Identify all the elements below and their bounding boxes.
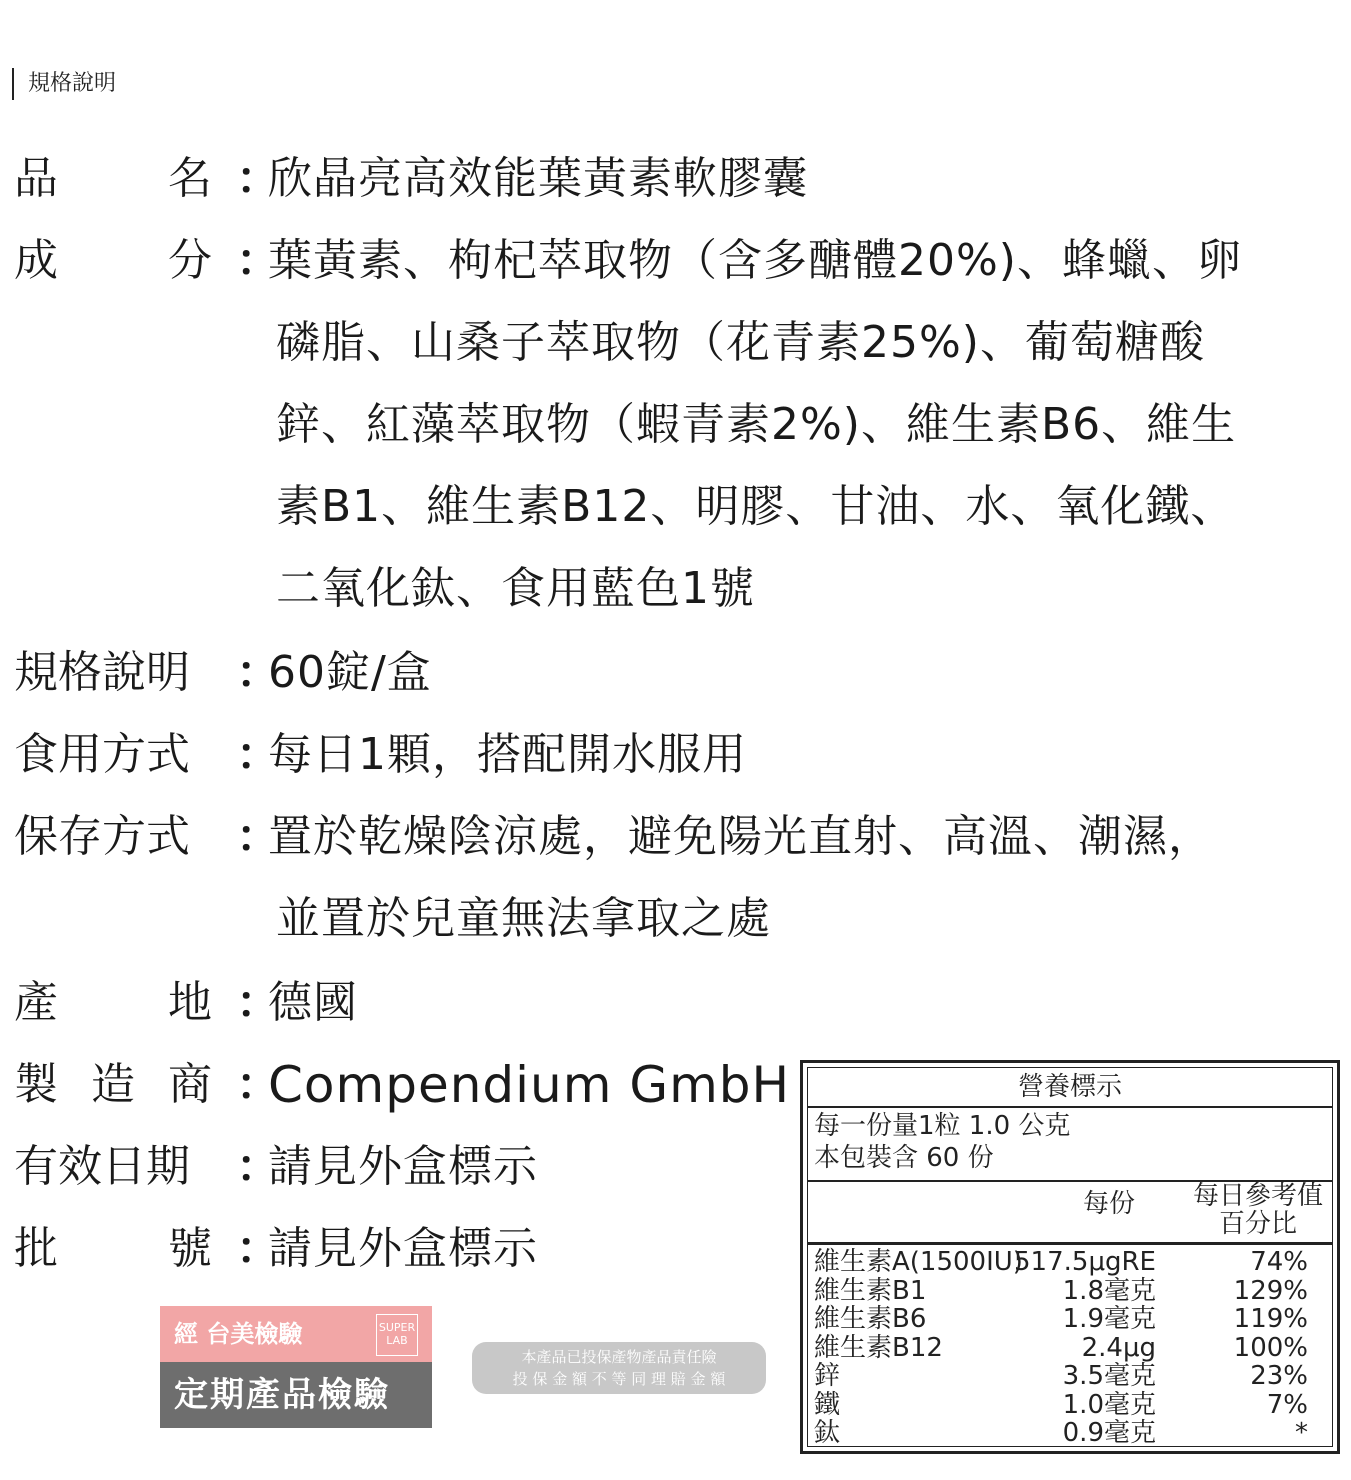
- spec-colon: ：: [236, 977, 280, 1028]
- spec-label: 產 地: [14, 977, 212, 1028]
- nutrition-row: 鐵 1.0毫克 7%: [814, 1389, 1308, 1420]
- ingredients-line: 二氧化鈦、食用藍色1號: [276, 563, 755, 614]
- divider: [808, 1242, 1332, 1245]
- usage-value: 每日1顆，搭配開水服用: [268, 729, 747, 780]
- nutrition-col-per-serving: 每份: [1083, 1189, 1136, 1219]
- storage-value: [268, 796, 1348, 960]
- spec-colon: ：: [236, 1223, 280, 1274]
- super-lab-logo: SUPER LAB: [376, 1314, 418, 1356]
- spec-label: 製 造 商: [14, 1059, 212, 1110]
- spec-label: 規格說明: [14, 647, 190, 698]
- section-header: 規格說明: [12, 68, 116, 100]
- nutrition-row: 維生素B12 2.4μg 100%: [814, 1332, 1308, 1363]
- insurance-notice: 本產品已投保產物產品責任險 投 保 金 額 不 等 同 理 賠 金 額: [472, 1342, 766, 1394]
- spec-colon: ：: [236, 1059, 280, 1110]
- nutrition-serving-size: 每一份量1粒 1.0 公克: [814, 1111, 1071, 1141]
- spec-colon: ：: [236, 729, 280, 780]
- nutrition-row: 維生素B1 1.8毫克 129%: [814, 1275, 1308, 1306]
- spec-colon: ：: [236, 153, 280, 204]
- storage-line: 並置於兒童無法拿取之處: [276, 893, 771, 944]
- storage-line: 置於乾燥陰涼處，避免陽光直射、高溫、潮濕，: [268, 811, 1213, 862]
- nutrition-row: 鈦 0.9毫克 *: [814, 1418, 1308, 1448]
- nutrition-title: 營養標示: [808, 1068, 1332, 1108]
- spec-label: 有效日期: [14, 1141, 190, 1192]
- origin-value: 德國: [268, 977, 358, 1028]
- nutrition-col-daily-value: 每日參考值 百分比: [1192, 1181, 1323, 1239]
- spec-label: 食用方式: [14, 729, 190, 780]
- nutrition-row: 鋅 3.5毫克 23%: [814, 1361, 1308, 1391]
- batch-value: 請見外盒標示: [268, 1223, 538, 1274]
- spec-colon: ：: [236, 235, 280, 286]
- spec-label: 品 名: [14, 153, 212, 204]
- spec-label: 批 號: [14, 1223, 212, 1274]
- spec-colon: ：: [236, 1141, 280, 1192]
- nutrition-facts-table: [800, 1060, 1340, 1454]
- nutrition-row: 維生素A(1500IU) 517.5μgRE 74%: [814, 1247, 1308, 1277]
- ingredients-line: 磷脂、山桑子萃取物（花青素25%)、葡萄糖酸: [276, 317, 1205, 368]
- spec-value: 60錠/盒: [268, 647, 432, 698]
- nutrition-rows: [814, 1248, 1326, 1448]
- ingredients-line: 鋅、紅藻萃取物（蝦青素2%)、維生素B6、維生: [276, 399, 1237, 450]
- ingredients-line: 葉黃素、枸杞萃取物（含多醣體20%)、蜂蠟、卵: [268, 235, 1242, 286]
- nutrition-servings-per-pack: 本包裝含 60 份: [814, 1143, 994, 1173]
- ingredients-value: [268, 220, 1348, 630]
- spec-colon: ：: [236, 811, 280, 862]
- spec-label: 成 分: [14, 235, 212, 286]
- nutrition-inner-frame: [807, 1067, 1333, 1447]
- product-name-value: 欣晶亮高效能葉黃素軟膠囊: [268, 153, 808, 204]
- nutrition-row: 維生素B6 1.9毫克 119%: [814, 1304, 1308, 1334]
- expiry-value: 請見外盒標示: [268, 1141, 538, 1192]
- badge-bottom: 定期產品檢驗: [160, 1362, 432, 1428]
- inspection-badge: [160, 1306, 432, 1428]
- manufacturer-value: Compendium GmbH: [268, 1056, 791, 1114]
- badge-top: 經 台美檢驗 SUPER LAB: [160, 1306, 432, 1362]
- ingredients-line: 素B1、維生素B12、明膠、甘油、水、氧化鐵、: [276, 481, 1236, 532]
- spec-label: 保存方式: [14, 811, 190, 862]
- spec-colon: ：: [236, 647, 280, 698]
